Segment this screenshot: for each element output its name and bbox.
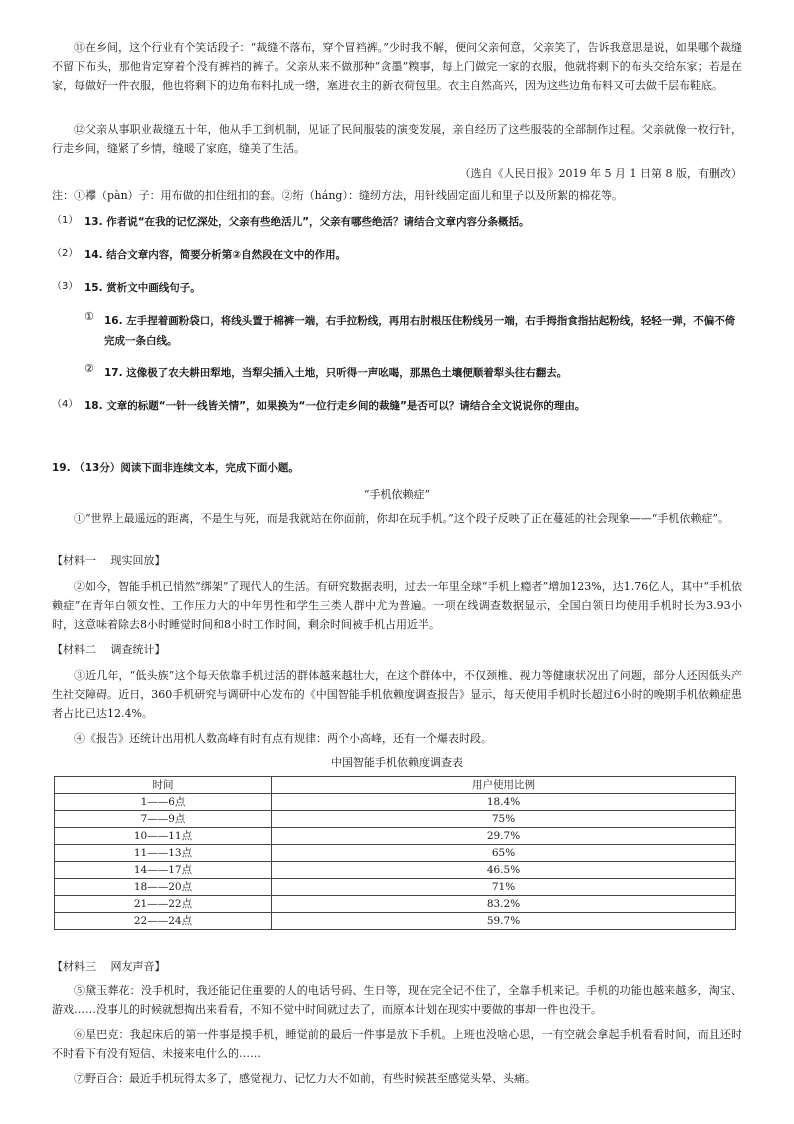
paragraph-2: ②如今，智能手机已悄然“绑架”了现代人的生活。有研究数据表明，过去一年里全球“手机上瘾者”增加123%，达1.76亿人，其中“手机依赖症”在青年白领女性、工作压力大的中年男性和学生三类人群中尤为普遍。一项在线调查数据显示，全国白领日均使用手机时长为3.93小时，这意味着除去8小时睡觉时间和8小时工作时间，剩余时间被手机占用近半。 — [52, 580, 742, 631]
cell-ratio: 29.7% — [272, 828, 736, 845]
subquestion-mark: ① — [84, 310, 94, 323]
cell-ratio: 71% — [272, 879, 736, 896]
cell-time: 11——13点 — [55, 845, 272, 862]
source-citation: （选自《人民日报》2019 年 5 月 1 日第 8 版，有删改） — [459, 167, 742, 180]
table-row — [55, 794, 736, 811]
paragraph-3: ③近几年，“低头族”这个每天依靠手机过活的群体越来越壮大，在这个群体中，不仅颈椎、视力等健康状况出了问题，部分人还因低头产生社交障碍。近日，360手机研究与调研中心发布的《中国智能手机依赖度调查报告》显示，每天使用手机时长超过6小时的晚期手机依赖症患者占比已达12.4%。 — [52, 669, 742, 720]
survey-table — [54, 776, 736, 930]
material-1-label: 【材料一 现实回放】 — [52, 554, 166, 567]
question-text: 13. 作者说“在我的记忆深处，父亲有些绝活儿”，父亲有哪些绝活？请结合文章内容分条概括。 — [84, 216, 530, 228]
material-3-label: 【材料三 网友声音】 — [52, 960, 166, 973]
header-ratio: 用户使用比例 — [272, 777, 736, 794]
cell-time: 18——20点 — [55, 879, 272, 896]
table-row — [55, 828, 736, 845]
table-row — [55, 862, 736, 879]
cell-time: 21——22点 — [55, 896, 272, 913]
cell-time: 14——17点 — [55, 862, 272, 879]
subquestion-text: 16. 左手捏着画粉袋口，将线头置于棉裤一端，右手拉粉线，再用右肘根压住粉线另一端，右手拇指食指拈起粉线，轻轻一弹，不偏不倚完成一条白线。 — [104, 315, 736, 347]
table-row — [55, 896, 736, 913]
paragraph-1: ①“世界上最遥远的距离，不是生与死，而是我就站在你面前，你却在玩手机。”这个段子反映了正在蔓延的社会现象——“手机依赖症”。 — [74, 512, 729, 525]
material-2-label: 【材料二 调查统计】 — [52, 643, 166, 656]
cell-time: 10——11点 — [55, 828, 272, 845]
cell-ratio: 83.2% — [272, 896, 736, 913]
cell-ratio: 75% — [272, 811, 736, 828]
paragraph-4: ④《报告》还统计出用机人数高峰有时有点有规律：两个小高峰，还有一个爆表时段。 — [74, 732, 492, 745]
table-row — [55, 879, 736, 896]
table-row — [55, 845, 736, 862]
question-text: 18. 文章的标题“一针一线皆关情”，如果换为“一位行走乡间的裁缝”是否可以？请结合全文说说你的理由。 — [84, 400, 586, 412]
table-header-row — [55, 777, 736, 794]
section-19-heading: 19. （13分）阅读下面非连续文本，完成下面小题。 — [52, 462, 299, 474]
cell-ratio: 59.7% — [272, 913, 736, 930]
footnote: 注：①襻（pàn）子：用布做的扣住纽扣的套。②绗（háng）：缝纫方法，用针线固定面儿和里子以及所絮的棉花等。 — [52, 189, 623, 202]
table-title: 中国智能手机依赖度调查表 — [331, 756, 463, 769]
cell-time: 7——9点 — [55, 811, 272, 828]
paragraph-12: ⑫父亲从事职业裁缝五十年，他从手工到机制，见证了民间服装的演变发展，亲自经历了这些服装的全部制作过程。父亲就像一枚行针，行走乡间，缝紧了乡情，缝暖了家庭，缝美了生活。 — [52, 123, 742, 155]
question-number: （4） — [52, 399, 79, 410]
cell-ratio: 65% — [272, 845, 736, 862]
question-text: 15. 赏析文中画线句子。 — [84, 282, 201, 294]
table-row — [55, 913, 736, 930]
header-time: 时间 — [55, 777, 272, 794]
subquestion-text: 17. 这像极了农夫耕田犁地，当犁尖插入土地，只听得一声吆喝，那黑色土壤便顺着犁头往右翻去。 — [104, 367, 568, 379]
paragraph-5: ⑤黛玉葬花：没手机时，我还能记住重要的人的电话号码、生日等，现在完全记不住了，全靠手机来记。手机的功能也越来越多，淘宝、游戏……没事儿的时候就想掏出来看看，不知不觉中时间就过去了，而原本计划在现实中要做的事却一件也没干。 — [52, 984, 742, 1016]
table-row — [55, 811, 736, 828]
question-number: （3） — [52, 281, 79, 292]
subquestion-16 — [84, 311, 744, 351]
cell-time: 22——24点 — [55, 913, 272, 930]
cell-time: 1——6点 — [55, 794, 272, 811]
cell-ratio: 18.4% — [272, 794, 736, 811]
article-title: “手机依赖症” — [363, 488, 431, 501]
question-text: 14. 结合文章内容，简要分析第②自然段在文中的作用。 — [84, 249, 347, 261]
paragraph-7: ⑦野百合：最近手机玩得太多了，感觉视力、记忆力大不如前，有些时候甚至感觉头晕、头痛。 — [74, 1072, 536, 1085]
paragraph-6: ⑥星巴克：我起床后的第一件事是摸手机，睡觉前的最后一件事是放下手机。上班也没啥心思，一有空就会拿起手机看看时间，而且还时不时看下有没有短信、未接来电什么的…… — [52, 1028, 742, 1060]
question-number: （2） — [52, 248, 79, 259]
subquestion-mark: ② — [84, 362, 94, 375]
cell-ratio: 46.5% — [272, 862, 736, 879]
paragraph-11: ⑪在乡间，这个行业有个笑话段子：“裁缝不落布，穿个冒裆裤。”少时我不解，便问父亲何意，父亲笑了，告诉我意思是说，如果哪个裁缝不留下布头，那他肯定穿着个没有裤裆的裤子。父亲从来不做那种“贪墨”糗事，每上门做完一家的衣服，他就将剩下的布头交给东家；若是在家，每做好一件衣服，他也将剩下的边角布料扎成一绺，塞进衣主的新衣荷包里。衣主自然高兴，因为这些边角布料又可去做千层布鞋底。 — [52, 41, 742, 92]
subquestion-17 — [84, 363, 744, 383]
question-number: （1） — [52, 215, 79, 226]
